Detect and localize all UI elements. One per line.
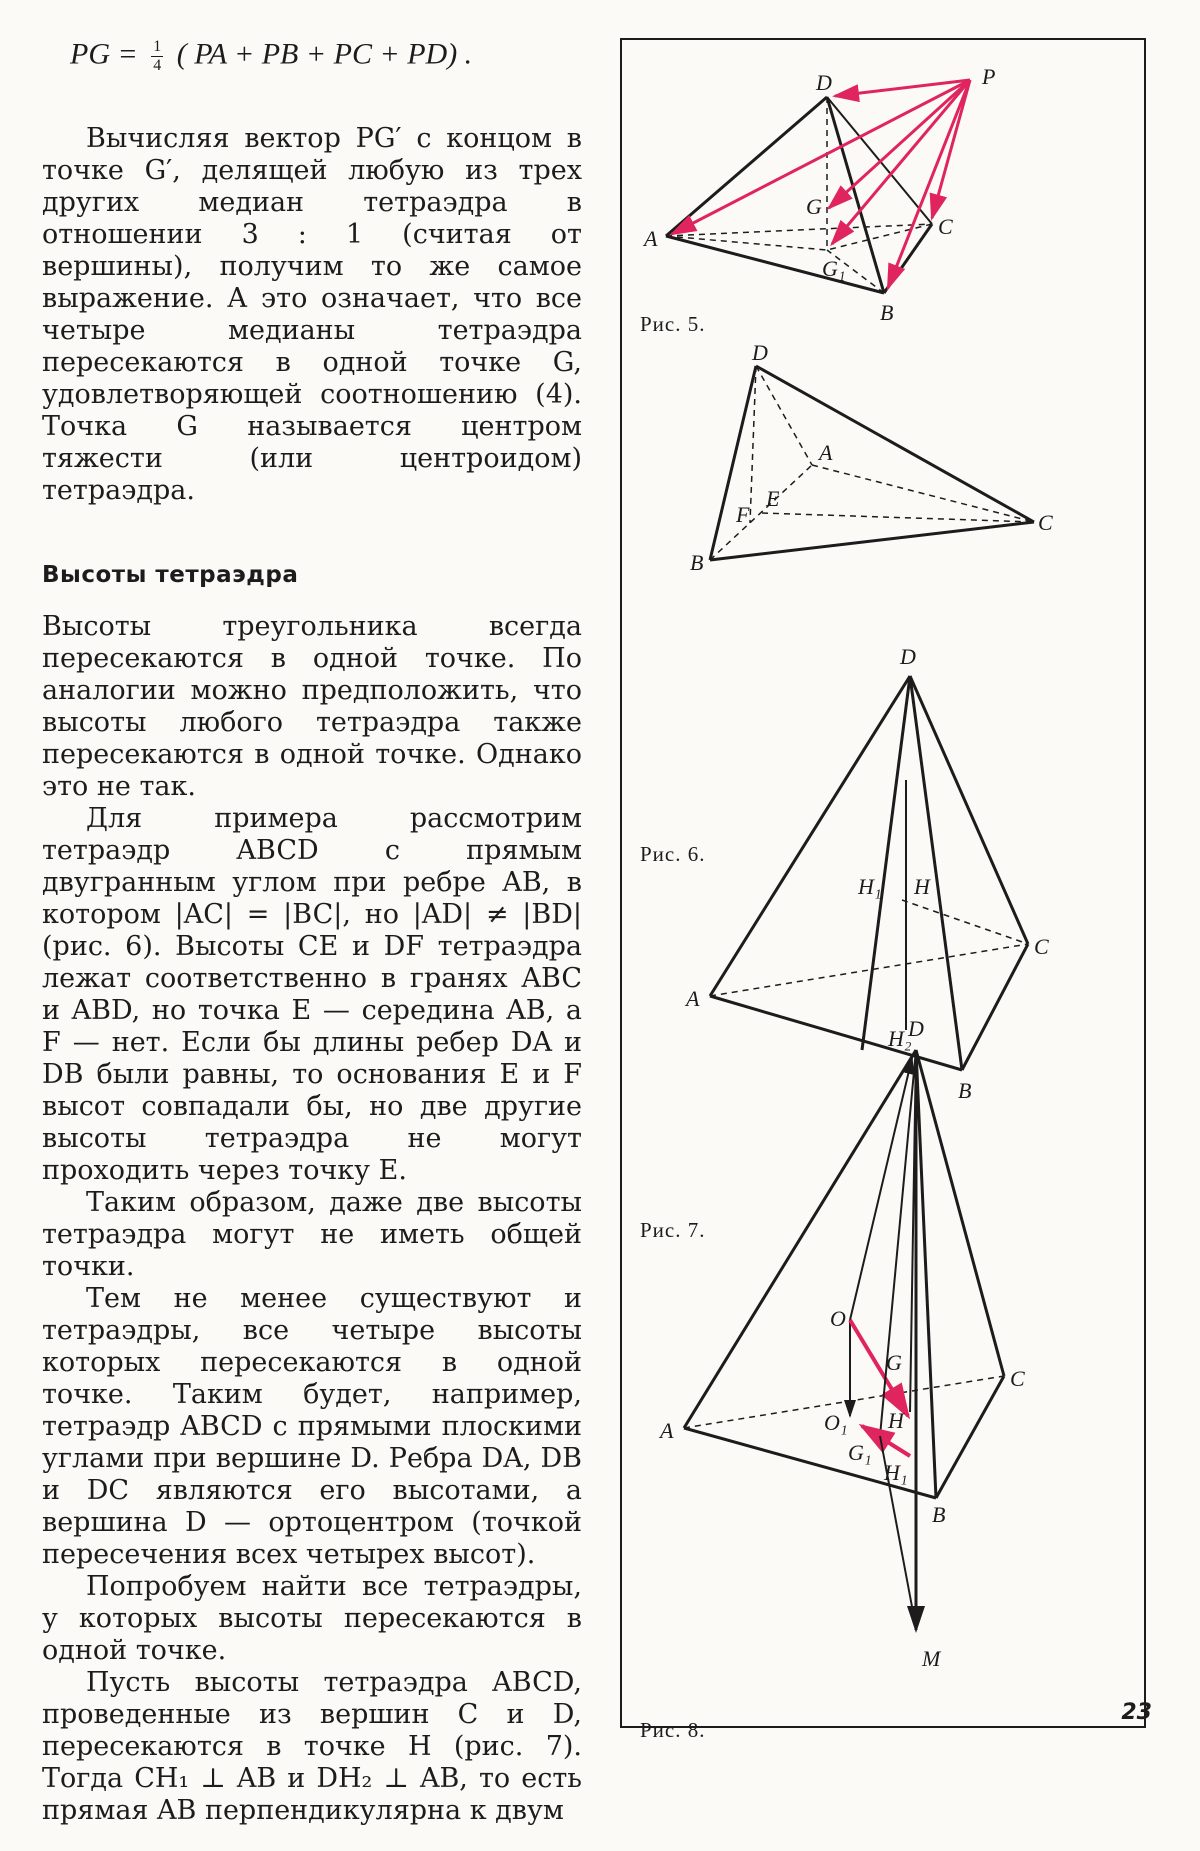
formula-rhs: ( PA + PB + PC + PD) . [176, 37, 473, 71]
edge-bc [936, 1376, 1004, 1498]
text-column [42, 28, 582, 1827]
paragraph: Для примера рассмотрим тетраэдр ABCD с прямым двугранным углом при ребре AB, в котором |AC| = |BC|, но |AD| ≠ |BD| (рис. 6). Высоты CE и DF тетраэдра лежат соответственно в гранях ABC и ABD, но точка E — середина AB, а F — нет. Если бы длины ребер DA и DB были равны, то основания E и F высот совпадали бы, но две другие высоты тетраэдра не могут проходить через точку E. [42, 803, 582, 1186]
height-ch1 [902, 900, 1028, 944]
figure-5 [642, 64, 995, 325]
label-b: B [958, 1078, 972, 1103]
label-h2: H₂ [888, 1026, 912, 1051]
label-b: B [880, 300, 894, 325]
height-ce [762, 513, 1034, 522]
figures-svg [622, 40, 1148, 1730]
label-a: A [686, 986, 700, 1011]
caption-fig8: Рис. 8. [640, 1718, 706, 1742]
label-b: B [690, 550, 704, 575]
formula-denominator: 4 [153, 57, 162, 74]
label-a: A [819, 440, 833, 465]
label-h1: H₁ [858, 874, 882, 899]
label-a: A [660, 1418, 674, 1443]
caption-fig6: Рис. 6. [640, 842, 706, 866]
label-g1: G₁ [848, 1440, 872, 1465]
figures-frame [620, 38, 1146, 1728]
edge-ab [666, 236, 884, 293]
label-m: M [922, 1646, 941, 1671]
label-c: C [1010, 1366, 1025, 1391]
formula-fraction [151, 38, 163, 75]
label-g1: G₁ [822, 256, 846, 281]
label-c: C [1034, 934, 1049, 959]
edge-ac-hidden [666, 224, 932, 236]
edge-bc [962, 944, 1028, 1070]
label-d: D [900, 644, 916, 669]
label-g: G [806, 194, 822, 219]
figure-7 [684, 644, 1049, 1103]
label-f: F [736, 502, 750, 527]
vector-pb [888, 80, 970, 288]
label-o: O [830, 1306, 846, 1331]
label-e: E [766, 486, 780, 511]
formula-eq: = [117, 37, 138, 71]
edge-dc [756, 366, 1034, 522]
formula-lhs: PG [70, 37, 110, 71]
label-p: P [982, 64, 996, 89]
label-h: H [914, 874, 930, 899]
label-h1: H₁ [884, 1460, 908, 1485]
edge-ab [710, 996, 962, 1070]
edge-da [710, 676, 910, 996]
caption-fig5: Рис. 5. [640, 312, 706, 336]
label-h: H [888, 1408, 904, 1433]
intro-paragraph: Вычисляя вектор PG′ с концом в точке G′, делящей любую из трех других медиан тетраэдра в отношении 3 : 1 (считая от вершины), получим то же самое выражение. А это означает, что все четыре медианы тетраэдра пересекаются в одной точке G, удовлетворяющей соотношению (4). Точка G называется центром тяжести (или центроидом) тетраэдра. [42, 123, 582, 506]
figure-6 [690, 340, 1053, 575]
formula-numerator: 1 [153, 38, 162, 55]
label-a: A [644, 226, 658, 251]
height-dh2 [862, 676, 910, 1050]
label-d: D [908, 1016, 924, 1041]
vector-pg [829, 80, 970, 208]
label-c: C [938, 214, 953, 239]
label-c: C [1038, 510, 1053, 535]
caption-fig7: Рис. 7. [640, 1218, 706, 1242]
vector-pd [835, 80, 970, 96]
paragraph: Высоты треугольника всегда пересекаются в одной точке. По аналогии можно предположить, что высоты любого тетраэдра также пересекаются в одной точке. Однако это не так. [42, 611, 582, 802]
page-number: 23 [1121, 1700, 1152, 1725]
label-g: G [886, 1350, 902, 1375]
label-b: B [932, 1502, 946, 1527]
paragraph: Таким образом, даже две высоты тетраэдра могут не иметь общей точки. [42, 1187, 582, 1282]
paragraph: Пусть высоты тетраэдра ABCD, проведенные из вершин C и D, пересекаются в точке H (рис. 7). Тогда CH₁ ⊥ AB и DH₂ ⊥ AB, то есть прямая AB перпендикулярна к двум [42, 1667, 582, 1826]
centroid-formula [70, 38, 582, 75]
edge-db [710, 366, 756, 560]
label-o1: O₁ [824, 1410, 848, 1435]
edge-ac-hidden [812, 465, 1034, 522]
label-d: D [816, 70, 832, 95]
figure-8 [658, 1016, 1025, 1671]
paragraph: Попробуем найти все тетраэдры, у которых высоты пересекаются в одной точке. [42, 1571, 582, 1666]
edge-bc [710, 522, 1034, 560]
paragraph: Тем не менее существуют и тетраэдры, все четыре высоты которых пересекаются в одной точке. Таким будет, например, тетраэдр ABCD с прямыми плоскими углами при вершине D. Ребра DA, DB и DC являются его высотами, а вершина D — ортоцентром (точкой пересечения всех четырех высот). [42, 1283, 582, 1570]
edge-ba-hidden [710, 465, 812, 560]
label-d: D [752, 340, 768, 365]
section-title: Высоты тетраэдра [42, 562, 299, 588]
